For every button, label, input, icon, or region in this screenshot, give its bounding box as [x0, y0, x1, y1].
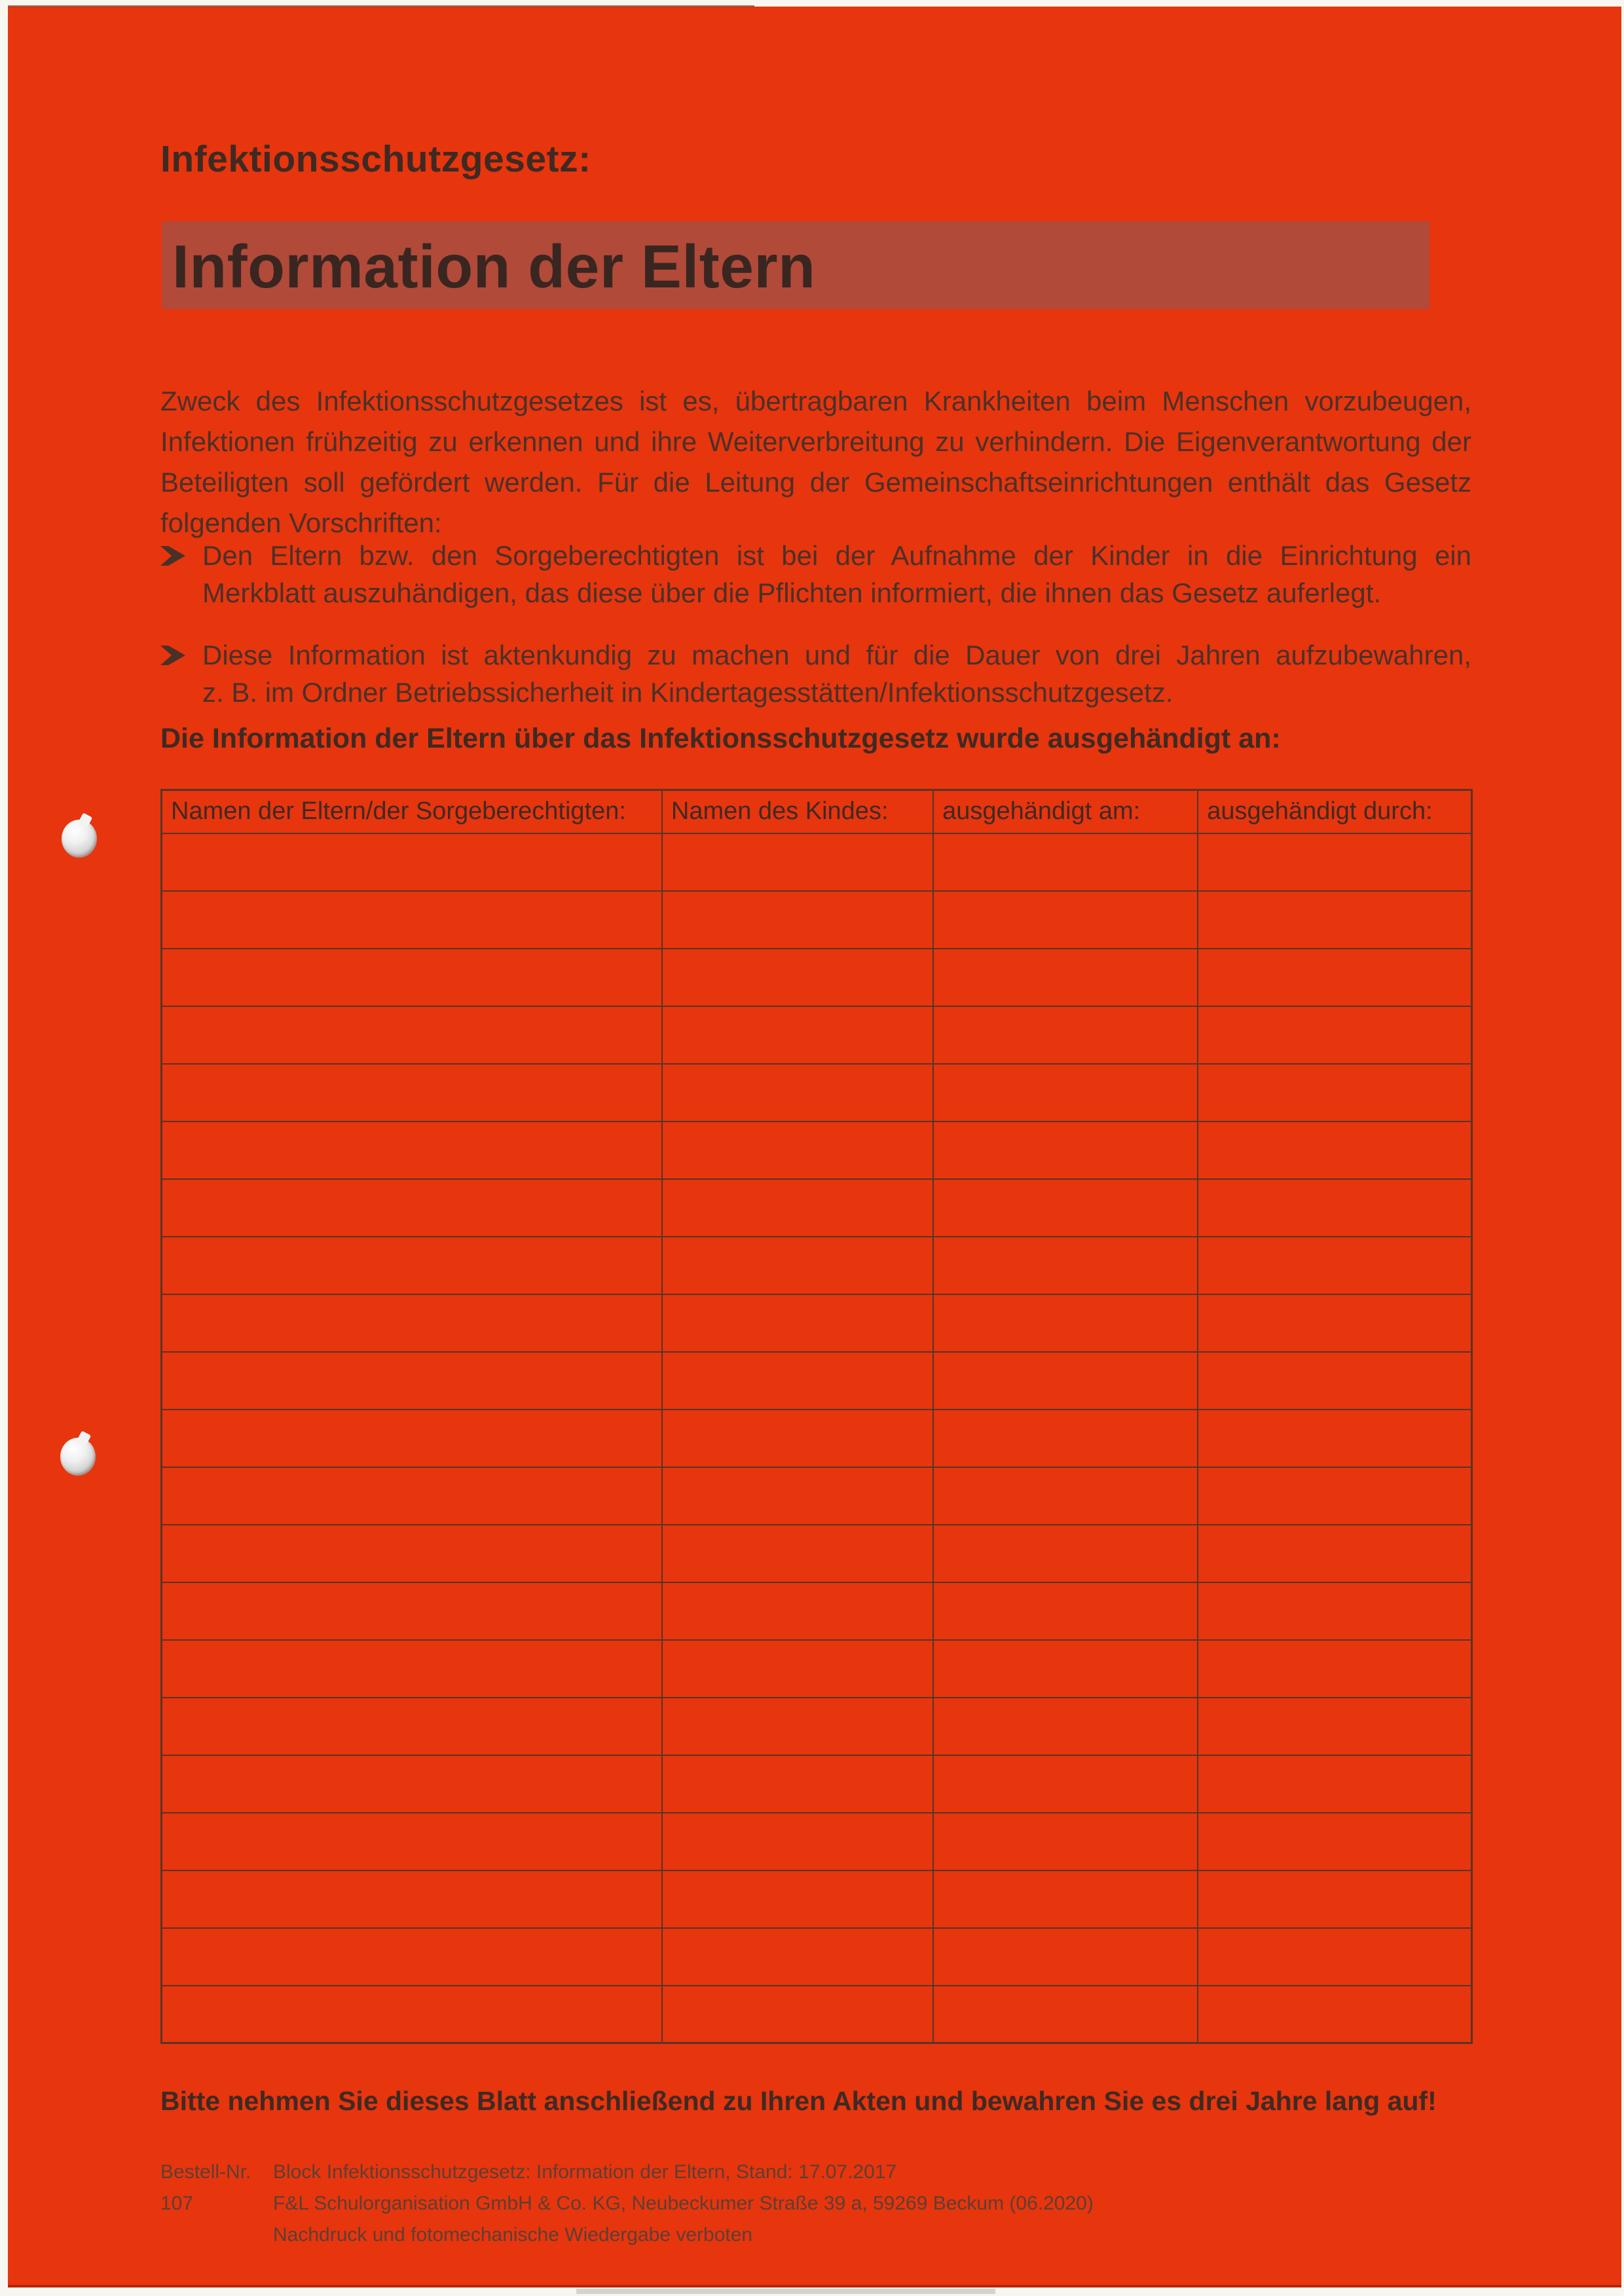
empty-form-cell [662, 1410, 933, 1467]
empty-form-cell [933, 1294, 1198, 1352]
empty-form-cell [1198, 1237, 1471, 1294]
empty-form-cell [1198, 891, 1471, 949]
empty-form-cell [162, 949, 662, 1006]
empty-form-cell [662, 1179, 933, 1237]
empty-form-cell [1198, 1813, 1471, 1870]
imprint-lines [273, 2157, 1094, 2251]
empty-form-cell [933, 1064, 1198, 1121]
empty-form-cell [933, 1698, 1198, 1755]
empty-form-cell [162, 1640, 662, 1698]
imprint-footer [160, 2157, 1094, 2251]
empty-form-cell [1198, 1525, 1471, 1582]
handout-record-table [160, 789, 1473, 2044]
column-header: ausgehändigt durch: [1198, 790, 1471, 833]
empty-form-cell [662, 1237, 933, 1294]
empty-form-cell [162, 1755, 662, 1813]
empty-form-cell [162, 1352, 662, 1410]
empty-form-cell [1198, 1698, 1471, 1755]
empty-form-cell [662, 1640, 933, 1698]
list-item [160, 636, 1471, 711]
text-line: Nachdruck und fotomechanische Wiedergabe verboten [273, 2224, 753, 2246]
empty-form-cell [1198, 1294, 1471, 1352]
empty-form-cell [1198, 949, 1471, 1006]
empty-form-cell [933, 1986, 1198, 2043]
empty-form-cell [1198, 1640, 1471, 1698]
empty-form-cell [933, 1870, 1198, 1928]
text-line: Beteiligten soll gefördert werden. Für die Leitung der Gemeinschaftseinrichtungen enthält das Gesetz [160, 467, 1471, 498]
table-row [162, 1525, 1472, 1582]
empty-form-cell [933, 1237, 1198, 1294]
table-intro-heading: Die Information der Eltern über das Infektionsschutzgesetz wurde ausgehändigt an: [160, 723, 1281, 754]
empty-form-cell [1198, 1986, 1471, 2043]
text-line: Block Infektionsschutzgesetz: Information der Eltern, Stand: 17.07.2017 [273, 2161, 897, 2183]
empty-form-cell [1198, 1928, 1471, 1986]
table-row [162, 891, 1472, 949]
bullet-list [160, 537, 1471, 711]
document-eyebrow: Infektionsschutzgesetz: [160, 138, 591, 180]
table-row [162, 1755, 1472, 1813]
empty-form-cell [662, 1467, 933, 1525]
empty-form-cell [162, 891, 662, 949]
empty-form-cell [162, 1467, 662, 1525]
empty-form-cell [162, 1525, 662, 1582]
table-row [162, 1928, 1472, 1986]
order-number: Bestell-Nr. 107 [160, 2161, 251, 2214]
empty-form-cell [933, 1582, 1198, 1640]
empty-form-cell [162, 1121, 662, 1179]
table-row [162, 1352, 1472, 1410]
empty-form-cell [1198, 1870, 1471, 1928]
table-row [162, 1294, 1472, 1352]
table-row [162, 1121, 1472, 1179]
empty-form-cell [1198, 1006, 1471, 1064]
empty-form-cell [933, 1006, 1198, 1064]
table-header-row [162, 790, 1472, 833]
table-row [162, 1410, 1472, 1467]
text-line: z. B. im Ordner Betriebssicherheit in Kindertagesstätten/Infektionsschutzgesetz. [202, 677, 1173, 708]
empty-form-cell [1198, 1582, 1471, 1640]
table-row [162, 1179, 1472, 1237]
empty-form-cell [1198, 1755, 1471, 1813]
empty-form-cell [933, 1352, 1198, 1410]
empty-form-cell [933, 1813, 1198, 1870]
text-line: Den Eltern bzw. den Sorgeberechtigten ist bei der Aufnahme der Kinder in die Einrichtung ein [202, 540, 1471, 571]
empty-form-cell [662, 1064, 933, 1121]
table-body [162, 833, 1472, 2043]
title-banner [162, 221, 1430, 309]
table-row [162, 1467, 1472, 1525]
empty-form-cell [662, 1121, 933, 1179]
empty-form-cell [662, 1698, 933, 1755]
empty-form-cell [162, 1237, 662, 1294]
table-row [162, 1640, 1472, 1698]
empty-form-cell [933, 1467, 1198, 1525]
empty-form-cell [162, 1928, 662, 1986]
empty-form-cell [162, 1986, 662, 2043]
list-item-text [202, 636, 1471, 711]
empty-form-cell [1198, 1064, 1471, 1121]
empty-form-cell [933, 1179, 1198, 1237]
list-item-text [202, 537, 1471, 611]
empty-form-cell [1198, 1410, 1471, 1467]
table-row [162, 1237, 1472, 1294]
empty-form-cell [933, 1640, 1198, 1698]
table-row [162, 1006, 1472, 1064]
empty-form-cell [933, 1525, 1198, 1582]
empty-form-cell [933, 1928, 1198, 1986]
list-item [160, 537, 1471, 611]
scan-edge-artifact [8, 5, 754, 7]
column-header: Namen des Kindes: [662, 790, 933, 833]
empty-form-cell [1198, 1179, 1471, 1237]
empty-form-cell [662, 891, 933, 949]
empty-form-cell [1198, 1467, 1471, 1525]
empty-form-cell [662, 1352, 933, 1410]
empty-form-cell [162, 1813, 662, 1870]
empty-form-cell [162, 833, 662, 891]
text-line: folgenden Vorschriften: [160, 507, 442, 538]
empty-form-cell [662, 833, 933, 891]
empty-form-cell [662, 1986, 933, 2043]
empty-form-cell [162, 1698, 662, 1755]
empty-form-cell [162, 1870, 662, 1928]
punch-hole-top [62, 820, 97, 858]
empty-form-cell [662, 1294, 933, 1352]
empty-form-cell [662, 1006, 933, 1064]
page-title: Information der Eltern [172, 232, 816, 301]
empty-form-cell [933, 891, 1198, 949]
empty-form-cell [662, 1525, 933, 1582]
empty-form-cell [162, 1294, 662, 1352]
table-row [162, 833, 1472, 891]
intro-paragraph [160, 381, 1471, 543]
empty-form-cell [162, 1582, 662, 1640]
empty-form-cell [933, 1121, 1198, 1179]
empty-form-cell [162, 1410, 662, 1467]
empty-form-cell [162, 1179, 662, 1237]
scan-edge-artifact [576, 2289, 995, 2294]
text-line: F&L Schulorganisation GmbH & Co. KG, Neubeckumer Straße 39 a, 59269 Beckum (06.2020) [273, 2193, 1094, 2214]
empty-form-cell [1198, 833, 1471, 891]
empty-form-cell [662, 1755, 933, 1813]
text-line: Zweck des Infektionsschutzgesetzes ist es, übertragbaren Krankheiten beim Menschen vorzubeugen, [160, 386, 1471, 416]
table-row [162, 949, 1472, 1006]
table-row [162, 1813, 1472, 1870]
table-row [162, 1582, 1472, 1640]
empty-form-cell [933, 833, 1198, 891]
empty-form-cell [1198, 1352, 1471, 1410]
table-row [162, 1698, 1472, 1755]
arrow-bullet-icon [160, 537, 202, 567]
empty-form-cell [662, 949, 933, 1006]
closing-instruction: Bitte nehmen Sie dieses Blatt anschließend zu Ihren Akten und bewahren Sie es drei Jahre lang auf! [160, 2086, 1437, 2116]
column-header: Namen der Eltern/der Sorgeberechtigten: [162, 790, 662, 833]
table-row [162, 1064, 1472, 1121]
column-header: ausgehändigt am: [933, 790, 1198, 833]
text-line: Infektionen frühzeitig zu erkennen und ihre Weiterverbreitung zu verhindern. Die Eigenverantwortung der [160, 426, 1471, 457]
empty-form-cell [662, 1870, 933, 1928]
empty-form-cell [662, 1928, 933, 1986]
empty-form-cell [1198, 1121, 1471, 1179]
punch-hole-bottom [60, 1438, 96, 1476]
empty-form-cell [933, 949, 1198, 1006]
table-row [162, 1986, 1472, 2043]
arrow-bullet-icon [160, 636, 202, 666]
empty-form-cell [162, 1006, 662, 1064]
text-line: Diese Information ist aktenkundig zu machen und für die Dauer von drei Jahren aufzubewahren, [202, 640, 1471, 670]
table-row [162, 1870, 1472, 1928]
empty-form-cell [933, 1410, 1198, 1467]
text-line: Merkblatt auszuhändigen, das diese über die Pflichten informiert, die ihnen das Gesetz auferlegt. [202, 577, 1382, 608]
empty-form-cell [933, 1755, 1198, 1813]
empty-form-cell [662, 1813, 933, 1870]
empty-form-cell [162, 1064, 662, 1121]
empty-form-cell [662, 1582, 933, 1640]
